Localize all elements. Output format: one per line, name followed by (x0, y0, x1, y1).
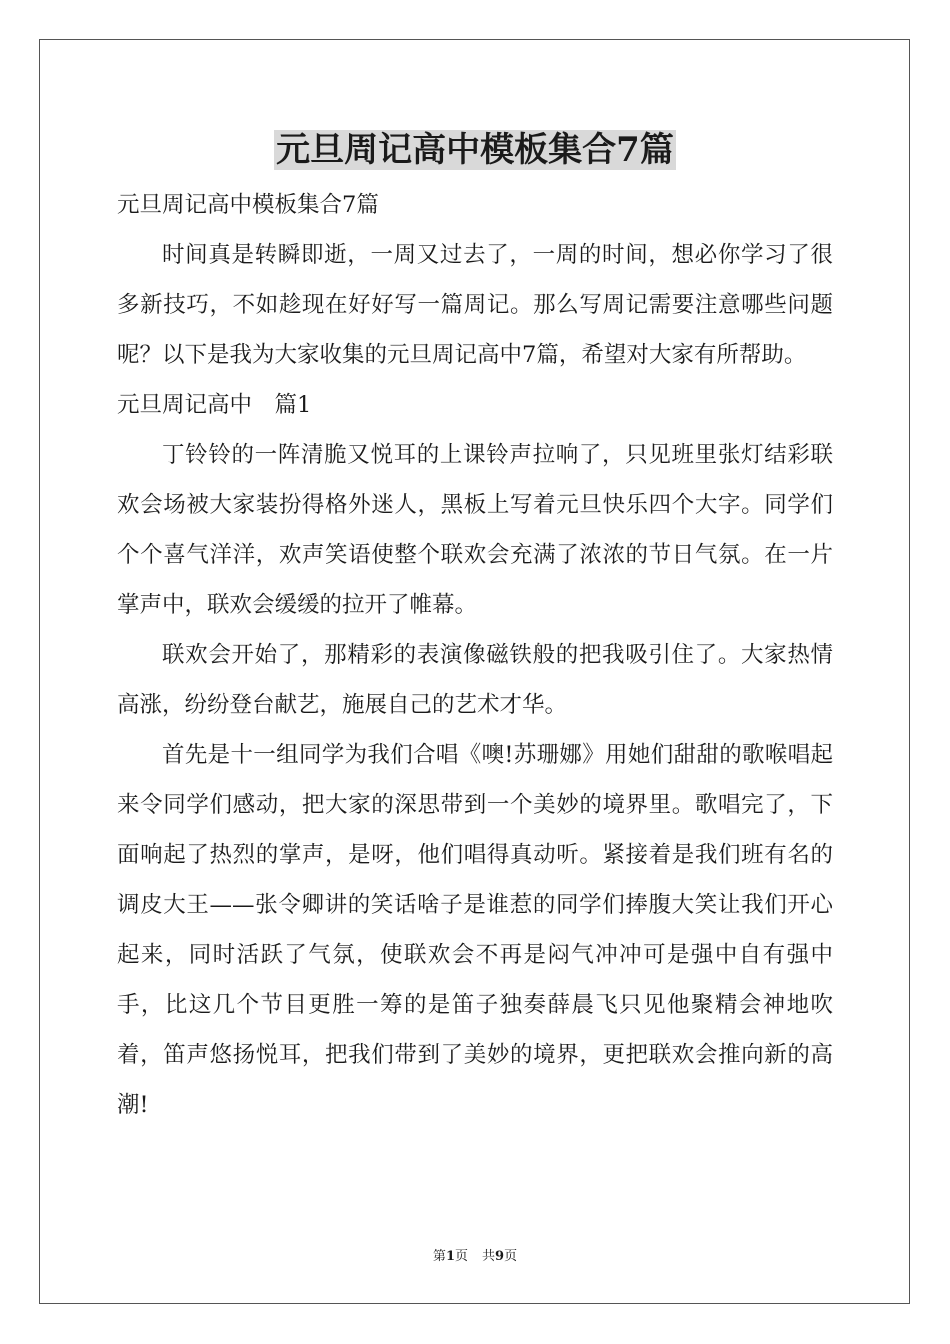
page-number-prefix: 第 (432, 1249, 446, 1264)
page-total-prefix: 共 (482, 1249, 496, 1264)
document-title (0, 128, 950, 172)
body-paragraph: 首先是十一组同学为我们合唱《噢!苏珊娜》用她们甜甜的歌喉唱起来令同学们感动，把大家的深思带到一个美妙的境界里。歌唱完了，下面响起了热烈的掌声，是呀，他们唱得真动听。紧接着是我们班有名的调皮大王——张令卿讲的笑话啥子是谁惹的同学们捧腹大笑让我们开心起来，同时活跃了气氛，使联欢会不再是闷气冲冲可是强中自有强中手，比这几个节目更胜一筹的是笛子独奏薛晨飞只见他聚精会神地吹着，笛声悠扬悦耳，把我们带到了美妙的境界，更把联欢会推向新的高潮! (117, 742, 833, 1118)
page-total: 9 (495, 1249, 505, 1264)
body-paragraph: 联欢会开始了，那精彩的表演像磁铁般的把我吸引住了。大家热情高涨，纷纷登台献艺，施展自己的艺术才华。 (117, 642, 833, 718)
page-total-suffix: 页 (504, 1249, 518, 1264)
body-paragraph: 丁铃铃的一阵清脆又悦耳的上课铃声拉响了，只见班里张灯结彩联欢会场被大家装扮得格外迷人，黑板上写着元旦快乐四个大字。同学们个个喜气洋洋，欢声笑语使整个联欢会充满了浓浓的节日气氛。在一片掌声中，联欢会缓缓的拉开了帷幕。 (117, 442, 833, 618)
page-number-current: 1 (445, 1249, 455, 1264)
body-paragraph: 时间真是转瞬即逝，一周又过去了，一周的时间，想必你学习了很多新技巧，不如趁现在好好写一篇周记。那么写周记需要注意哪些问题呢？以下是我为大家收集的元旦周记高中7篇，希望对大家有所帮助。 (117, 242, 833, 368)
page-number-suffix: 页 (454, 1249, 468, 1264)
document-title-text: 元旦周记高中模板集合7篇 (276, 130, 674, 170)
page-footer (0, 1248, 950, 1266)
document-body (117, 180, 833, 1130)
section-heading: 元旦周记高中模板集合7篇 (117, 192, 379, 218)
section-heading: 元旦周记高中 篇1 (117, 392, 312, 418)
